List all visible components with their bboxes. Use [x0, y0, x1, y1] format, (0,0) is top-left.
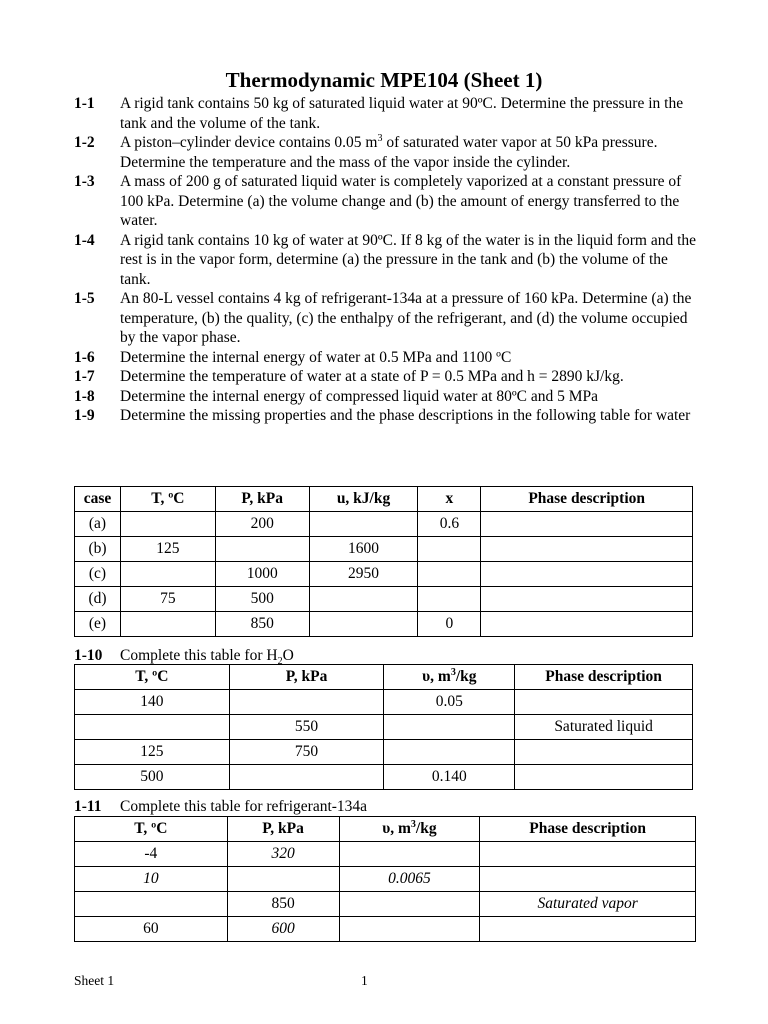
- problem-text-part: O: [282, 647, 294, 664]
- table-cell: [481, 562, 693, 587]
- header-phase: Phase description: [515, 665, 693, 690]
- table-cell: [480, 867, 696, 892]
- table-cell: [481, 612, 693, 637]
- table-row: [75, 842, 696, 867]
- header-case: case: [75, 487, 121, 512]
- table-cell: [75, 892, 228, 917]
- problem-text-part: Complete this table for H: [120, 647, 278, 664]
- table-cell: 0.6: [418, 512, 481, 537]
- problem-1-9: [74, 406, 698, 426]
- problem-text: Determine the internal energy of compressed liquid water at 80ºC and 5 MPa: [120, 387, 598, 405]
- table-cell: [215, 537, 309, 562]
- table-cell: [418, 587, 481, 612]
- footer-page-number: 1: [361, 973, 368, 988]
- table-cell: -4: [75, 842, 228, 867]
- problem-1-3: [74, 172, 698, 231]
- header-phase: Phase description: [480, 817, 696, 842]
- table-cell: 140: [75, 690, 230, 715]
- problem-1-11: [74, 797, 367, 817]
- superscript: 3: [450, 666, 456, 678]
- table-cell: [515, 690, 693, 715]
- problem-text-part: A piston–cylinder device contains 0.05 m: [120, 134, 378, 151]
- problem-number: 1-4: [74, 231, 95, 249]
- table-cell: 2950: [309, 562, 418, 587]
- table-cell: 600: [227, 917, 339, 942]
- table-cell: [481, 587, 693, 612]
- header-pressure: P, kPa: [215, 487, 309, 512]
- header-pressure: P, kPa: [229, 665, 384, 690]
- table-cell: 850: [227, 892, 339, 917]
- problem-1-2: [74, 133, 698, 172]
- table-cell: [515, 740, 693, 765]
- table-cell: [309, 587, 418, 612]
- refrigerant-134a-table: [74, 816, 696, 942]
- problem-number: 1-1: [74, 95, 95, 112]
- problem-1-1: [74, 94, 698, 133]
- header-specific-volume: [339, 817, 480, 842]
- table-cell: 750: [229, 740, 384, 765]
- problem-number: 1-7: [74, 368, 95, 385]
- superscript: 3: [410, 818, 416, 830]
- table-cell: [227, 867, 339, 892]
- table-cell: 10: [75, 867, 228, 892]
- table-cell: Saturated vapor: [480, 892, 696, 917]
- problem-text: Complete this table for refrigerant-134a: [120, 798, 368, 815]
- table-row: [75, 562, 693, 587]
- table-cell: (e): [75, 612, 121, 637]
- table-cell: 0.05: [384, 690, 515, 715]
- table-cell: [229, 765, 384, 790]
- problem-1-10: [74, 646, 294, 666]
- problem-list: [74, 94, 698, 426]
- table-cell: 200: [215, 512, 309, 537]
- table-cell: [418, 562, 481, 587]
- table-row: [75, 917, 696, 942]
- problem-number: 1-3: [74, 173, 95, 190]
- table-cell: [480, 842, 696, 867]
- table-cell: 0: [418, 612, 481, 637]
- table-row: [75, 537, 693, 562]
- header-temperature: T, ºC: [120, 487, 215, 512]
- table-row: [75, 587, 693, 612]
- table-cell: 500: [75, 765, 230, 790]
- table-row: [75, 765, 693, 790]
- footer-left: Sheet 1: [74, 973, 115, 988]
- header-pressure: P, kPa: [227, 817, 339, 842]
- table-cell: 75: [120, 587, 215, 612]
- table-cell: [339, 917, 480, 942]
- problem-number: 1-5: [74, 290, 95, 307]
- header-specific-volume: [384, 665, 515, 690]
- table-cell: 60: [75, 917, 228, 942]
- table-cell: [339, 842, 480, 867]
- table-cell: [418, 537, 481, 562]
- table-row: [75, 892, 696, 917]
- problem-number: 1-10: [74, 647, 103, 664]
- problem-text: A mass of 200 g of saturated liquid water is completely vaporized at a constant pressure of 100 kPa. Determine (a) the volume change and (b) the amount of energy transferred to the water.: [120, 173, 682, 229]
- header-phase: Phase description: [481, 487, 693, 512]
- header-text-part: /kg: [455, 668, 477, 685]
- header-text-part: υ, m: [422, 668, 451, 685]
- table-cell: [384, 740, 515, 765]
- problem-number: 1-2: [74, 134, 95, 151]
- table-cell: 1600: [309, 537, 418, 562]
- table-cell: 125: [75, 740, 230, 765]
- table-cell: [339, 892, 480, 917]
- table-cell: [120, 512, 215, 537]
- header-text-part: υ, m: [382, 820, 411, 837]
- table-cell: Saturated liquid: [515, 715, 693, 740]
- problem-text: Determine the missing properties and the phase descriptions in the following table for water: [120, 407, 691, 424]
- table-cell: 125: [120, 537, 215, 562]
- table-header-row: [75, 817, 696, 842]
- problem-text: A rigid tank contains 10 kg of water at 90ºC. If 8 kg of the water is in the liquid form and the rest is in the vapor form, determine (a) the pressure in the tank and (b) the volume of the tank.: [120, 231, 697, 288]
- problem-1-6: [74, 348, 698, 368]
- problem-text: An 80-L vessel contains 4 kg of refrigerant-134a at a pressure of 160 kPa. Determine (a) the temperature, (b) the quality, (c) the enthalpy of the refrigerant, and (d) the volume occupied by the vapor phase.: [120, 290, 692, 346]
- page-title: Thermodynamic MPE104 (Sheet 1): [225, 68, 543, 92]
- table-header-row: [75, 665, 693, 690]
- problem-text-part: of saturated water vapor at 50 kPa pressure. Determine the temperature and the mass of the vapor inside the cylinder.: [120, 134, 658, 171]
- table-row: [75, 740, 693, 765]
- problem-number: 1-9: [74, 407, 95, 424]
- table-header-row: [75, 487, 693, 512]
- table-cell: (a): [75, 512, 121, 537]
- table-row: [75, 690, 693, 715]
- table-cell: [120, 562, 215, 587]
- table-cell: [120, 612, 215, 637]
- header-temperature: T, ºC: [75, 665, 230, 690]
- problem-1-7: [74, 367, 698, 387]
- problem-text: Determine the temperature of water at a state of P = 0.5 MPa and h = 2890 kJ/kg.: [120, 368, 624, 385]
- header-text-part: /kg: [415, 820, 437, 837]
- table-cell: (c): [75, 562, 121, 587]
- table-cell: 320: [227, 842, 339, 867]
- header-internal-energy: u, kJ/kg: [309, 487, 418, 512]
- problem-text: Determine the internal energy of water at 0.5 MPa and 1100 ºC: [120, 348, 512, 366]
- table-row: [75, 512, 693, 537]
- problem-number: 1-6: [74, 348, 95, 366]
- table-cell: 550: [229, 715, 384, 740]
- water-properties-table: [74, 486, 693, 637]
- table-cell: [384, 715, 515, 740]
- problem-1-8: [74, 387, 698, 407]
- header-temperature: T, ºC: [75, 817, 228, 842]
- table-cell: [75, 715, 230, 740]
- table-cell: [515, 765, 693, 790]
- superscript: 3: [377, 132, 383, 144]
- subscript: 2: [277, 656, 283, 668]
- table-row: [75, 715, 693, 740]
- table-cell: [309, 512, 418, 537]
- table-row: [75, 612, 693, 637]
- table-cell: [481, 512, 693, 537]
- problem-1-4: [74, 231, 698, 290]
- problem-text: A rigid tank contains 50 kg of saturated liquid water at 90ºC. Determine the pressure in the tank and the volume of the tank.: [120, 95, 684, 132]
- table-cell: [481, 537, 693, 562]
- header-quality: x: [418, 487, 481, 512]
- problem-number: 1-11: [74, 798, 102, 815]
- table-cell: 0.0065: [339, 867, 480, 892]
- problem-text: [120, 646, 294, 666]
- table-cell: 500: [215, 587, 309, 612]
- table-cell: [309, 612, 418, 637]
- table-cell: 1000: [215, 562, 309, 587]
- problem-number: 1-8: [74, 387, 95, 405]
- table-cell: 850: [215, 612, 309, 637]
- table-row: [75, 867, 696, 892]
- h2o-table: [74, 664, 693, 790]
- table-cell: [229, 690, 384, 715]
- table-cell: 0.140: [384, 765, 515, 790]
- problem-1-5: [74, 289, 698, 348]
- table-cell: (d): [75, 587, 121, 612]
- table-cell: (b): [75, 537, 121, 562]
- problem-text: [120, 133, 698, 172]
- table-cell: [480, 917, 696, 942]
